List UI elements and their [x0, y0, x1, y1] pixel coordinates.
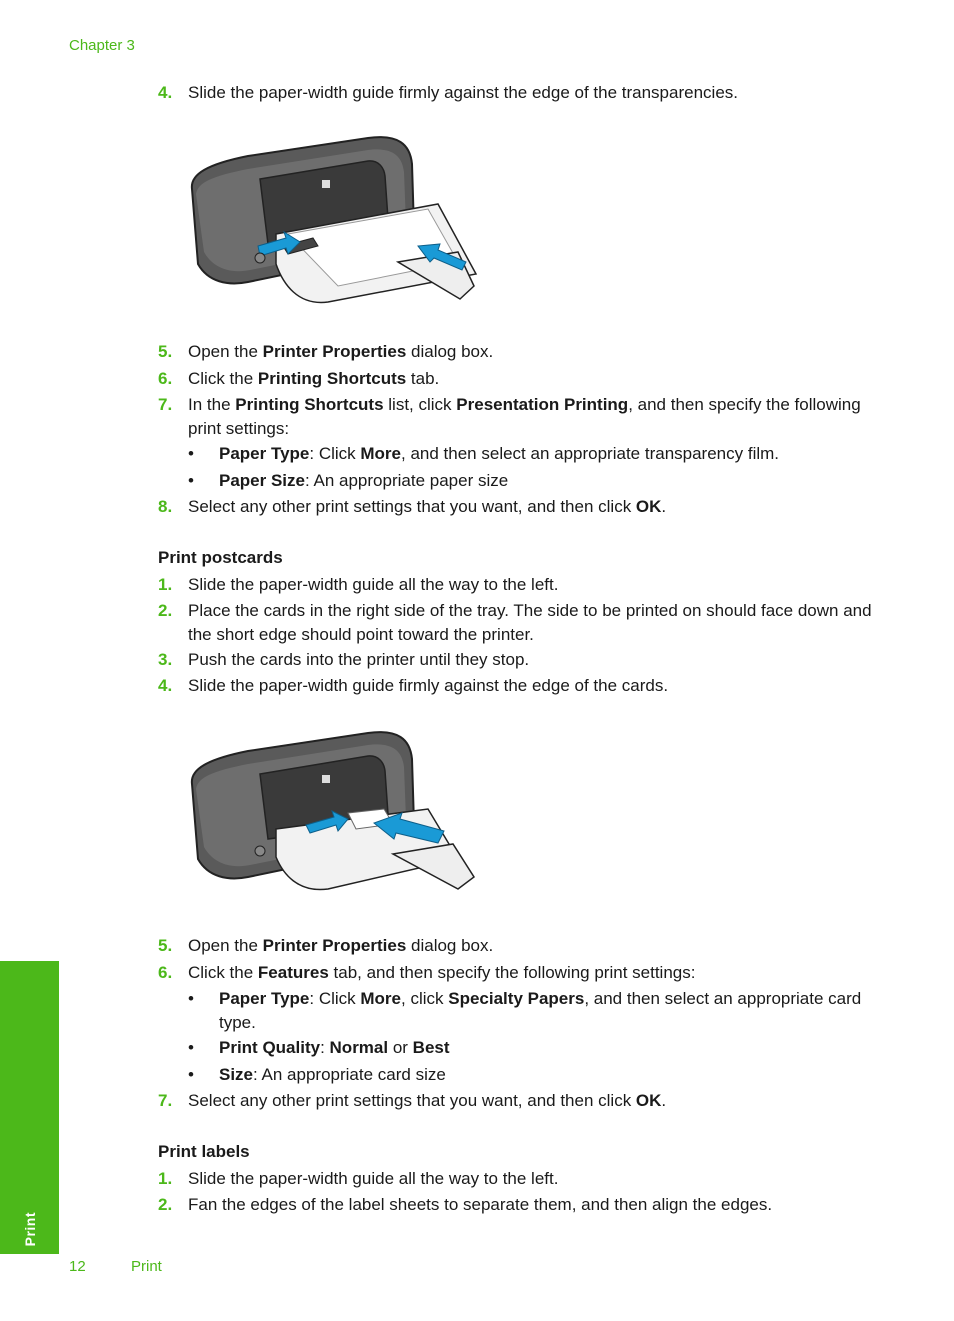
bullet-icon: •	[188, 471, 194, 490]
step-text: Slide the paper-width guide firmly against the edge of the transparencies.	[188, 83, 738, 102]
bullet-text: Print Quality: Normal or Best	[219, 1038, 450, 1057]
page-number: 12	[69, 1258, 86, 1275]
bullet-text: Paper Type: Click More, and then select an appropriate transparency film.	[219, 444, 780, 463]
step-number: 7.	[158, 395, 173, 414]
step-text: Open the Printer Properties dialog box.	[188, 342, 494, 361]
chapter-header: Chapter 3	[69, 37, 135, 54]
printer-postcard-figure	[188, 729, 480, 897]
step-text: Select any other print settings that you want, and then click OK.	[188, 1091, 667, 1110]
section-side-tab	[0, 961, 59, 1254]
bullet-item	[188, 442, 879, 466]
list-item	[158, 961, 878, 985]
section-heading-postcards: Print postcards	[158, 548, 283, 567]
step-number: 4.	[158, 83, 173, 102]
step-text: Fan the edges of the label sheets to separate them, and then align the edges.	[188, 1195, 773, 1214]
step-text: Place the cards in the right side of the tray. The side to be printed on should face down and the short edge should point toward the printer.	[188, 601, 872, 644]
bullet-icon: •	[188, 1038, 194, 1057]
step-number: 6.	[158, 963, 173, 982]
bullet-text: Paper Size: An appropriate paper size	[219, 471, 509, 490]
hp-logo-icon	[322, 180, 330, 188]
step-number: 5.	[158, 342, 173, 361]
step-text: Open the Printer Properties dialog box.	[188, 936, 494, 955]
step-text: Slide the paper-width guide all the way to the left.	[188, 575, 559, 594]
step-number: 3.	[158, 650, 173, 669]
bullet-item	[188, 1063, 879, 1087]
list-item	[158, 367, 878, 391]
list-item	[158, 81, 878, 105]
list-item	[158, 393, 878, 440]
list-item	[158, 340, 878, 364]
step-number: 2.	[158, 1195, 173, 1214]
bullet-icon: •	[188, 444, 194, 463]
list-item	[158, 1167, 878, 1191]
step-text: Select any other print settings that you want, and then click OK.	[188, 497, 667, 516]
step-number: 6.	[158, 369, 173, 388]
hp-logo-icon	[322, 775, 330, 783]
step-text: Slide the paper-width guide all the way to the left.	[188, 1169, 559, 1188]
bullet-item	[188, 469, 879, 493]
section-heading-labels: Print labels	[158, 1142, 250, 1161]
bullet-text: Size: An appropriate card size	[219, 1065, 446, 1084]
step-text: Slide the paper-width guide firmly against the edge of the cards.	[188, 676, 669, 695]
step-number: 4.	[158, 676, 173, 695]
step-text: In the Printing Shortcuts list, click Presentation Printing, and then specify the following print settings:	[188, 395, 861, 438]
bullet-icon: •	[188, 989, 194, 1008]
bullet-text: Paper Type: Click More, click Specialty Papers, and then select an appropriate card type.	[219, 989, 862, 1032]
list-item	[158, 674, 878, 698]
bullet-icon: •	[188, 1065, 194, 1084]
step-text: Click the Features tab, and then specify the following print settings:	[188, 963, 696, 982]
side-tab-label: Print	[22, 1211, 38, 1246]
step-number: 1.	[158, 1169, 173, 1188]
list-item	[158, 599, 878, 646]
step-number: 1.	[158, 575, 173, 594]
step-text: Push the cards into the printer until they stop.	[188, 650, 530, 669]
step-number: 5.	[158, 936, 173, 955]
list-item	[158, 648, 878, 672]
bullet-item	[188, 987, 879, 1034]
list-item	[158, 1089, 878, 1113]
printer-transparency-figure	[188, 134, 480, 304]
list-item	[158, 495, 878, 519]
step-number: 8.	[158, 497, 173, 516]
list-item	[158, 1193, 878, 1217]
list-item	[158, 934, 878, 958]
step-number: 2.	[158, 601, 173, 620]
step-number: 7.	[158, 1091, 173, 1110]
step-text: Click the Printing Shortcuts tab.	[188, 369, 440, 388]
footer-section-name: Print	[131, 1258, 162, 1275]
bullet-item	[188, 1036, 879, 1060]
list-item	[158, 573, 878, 597]
